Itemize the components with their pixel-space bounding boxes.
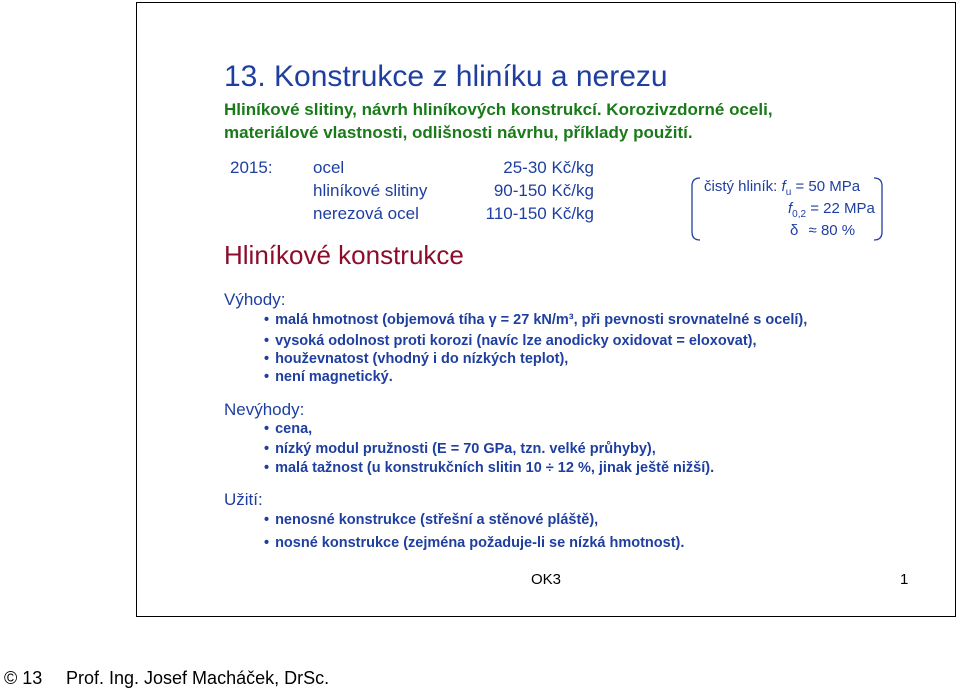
- list-item: • nosné konstrukce (zejména požaduje-li se nízká hmotnost).: [264, 535, 684, 551]
- price-material: nerezová ocel: [313, 204, 419, 223]
- section-heading: Hliníkové konstrukce: [224, 240, 464, 270]
- approx-symbol: ≈: [808, 222, 817, 239]
- delta-value: 80 %: [820, 222, 856, 239]
- subtitle-line-2: materiálové vlastnosti, odlišnosti návrhu, příklady použití.: [224, 123, 693, 142]
- price-year: 2015:: [230, 158, 273, 177]
- list-item: • houževnatost (vhodný i do nízkých teplot),: [264, 351, 568, 367]
- delta-symbol: δ: [790, 222, 799, 239]
- pure-al-fu: [704, 178, 860, 198]
- fu-symbol: f: [781, 178, 786, 195]
- disadvantages-label: Nevýhody:: [224, 400, 305, 419]
- price-value: 25-30 Kč/kg: [503, 158, 594, 177]
- f02-subscript: 0,2: [792, 209, 807, 220]
- pure-al-f02: [788, 200, 875, 220]
- pure-al-label: čistý hliník:: [704, 178, 778, 195]
- list-item: • vysoká odolnost proti korozi (navíc lze anodicky oxidovat = eloxovat),: [264, 333, 757, 349]
- f02-value: = 22 MPa: [810, 200, 875, 217]
- fu-subscript: u: [785, 187, 792, 198]
- usage-label: Užití:: [224, 490, 263, 509]
- price-material: hliníkové slitiny: [313, 181, 428, 200]
- author: Prof. Ing. Josef Macháček, DrSc.: [66, 668, 330, 688]
- list-item: • nenosné konstrukce (střešní a stěnové pláště),: [264, 512, 598, 528]
- pure-al-delta: [790, 222, 855, 239]
- price-value: 110-150 Kč/kg: [485, 204, 594, 223]
- list-item: • malá tažnost (u konstrukčních slitin 10 ÷ 12 %, jinak ještě nižší).: [264, 460, 714, 476]
- f02-symbol: f: [788, 200, 793, 217]
- advantages-label: Výhody:: [224, 290, 286, 309]
- price-material: ocel: [313, 158, 345, 177]
- slide-code: OK3: [531, 571, 562, 588]
- list-item: • malá hmotnost (objemová tíha γ = 27 kN/m³, při pevnosti srovnatelné s ocelí),: [264, 312, 807, 328]
- list-item: • není magnetický.: [264, 369, 393, 385]
- copyright: © 13: [4, 668, 43, 688]
- fu-value: = 50 MPa: [795, 178, 861, 195]
- left-brace-icon: [688, 176, 702, 242]
- list-item: • nízký modul pružnosti (E = 70 GPa, tzn. velké průhyby),: [264, 441, 656, 457]
- price-value: 90-150 Kč/kg: [493, 181, 594, 200]
- slide-title: 13. Konstrukce z hliníku a nerezu: [224, 60, 668, 93]
- list-item: • cena,: [264, 421, 312, 437]
- slide-page-number: 1: [900, 571, 909, 588]
- subtitle-line-1: Hliníkové slitiny, návrh hliníkových konstrukcí. Korozivzdorné oceli,: [224, 100, 773, 119]
